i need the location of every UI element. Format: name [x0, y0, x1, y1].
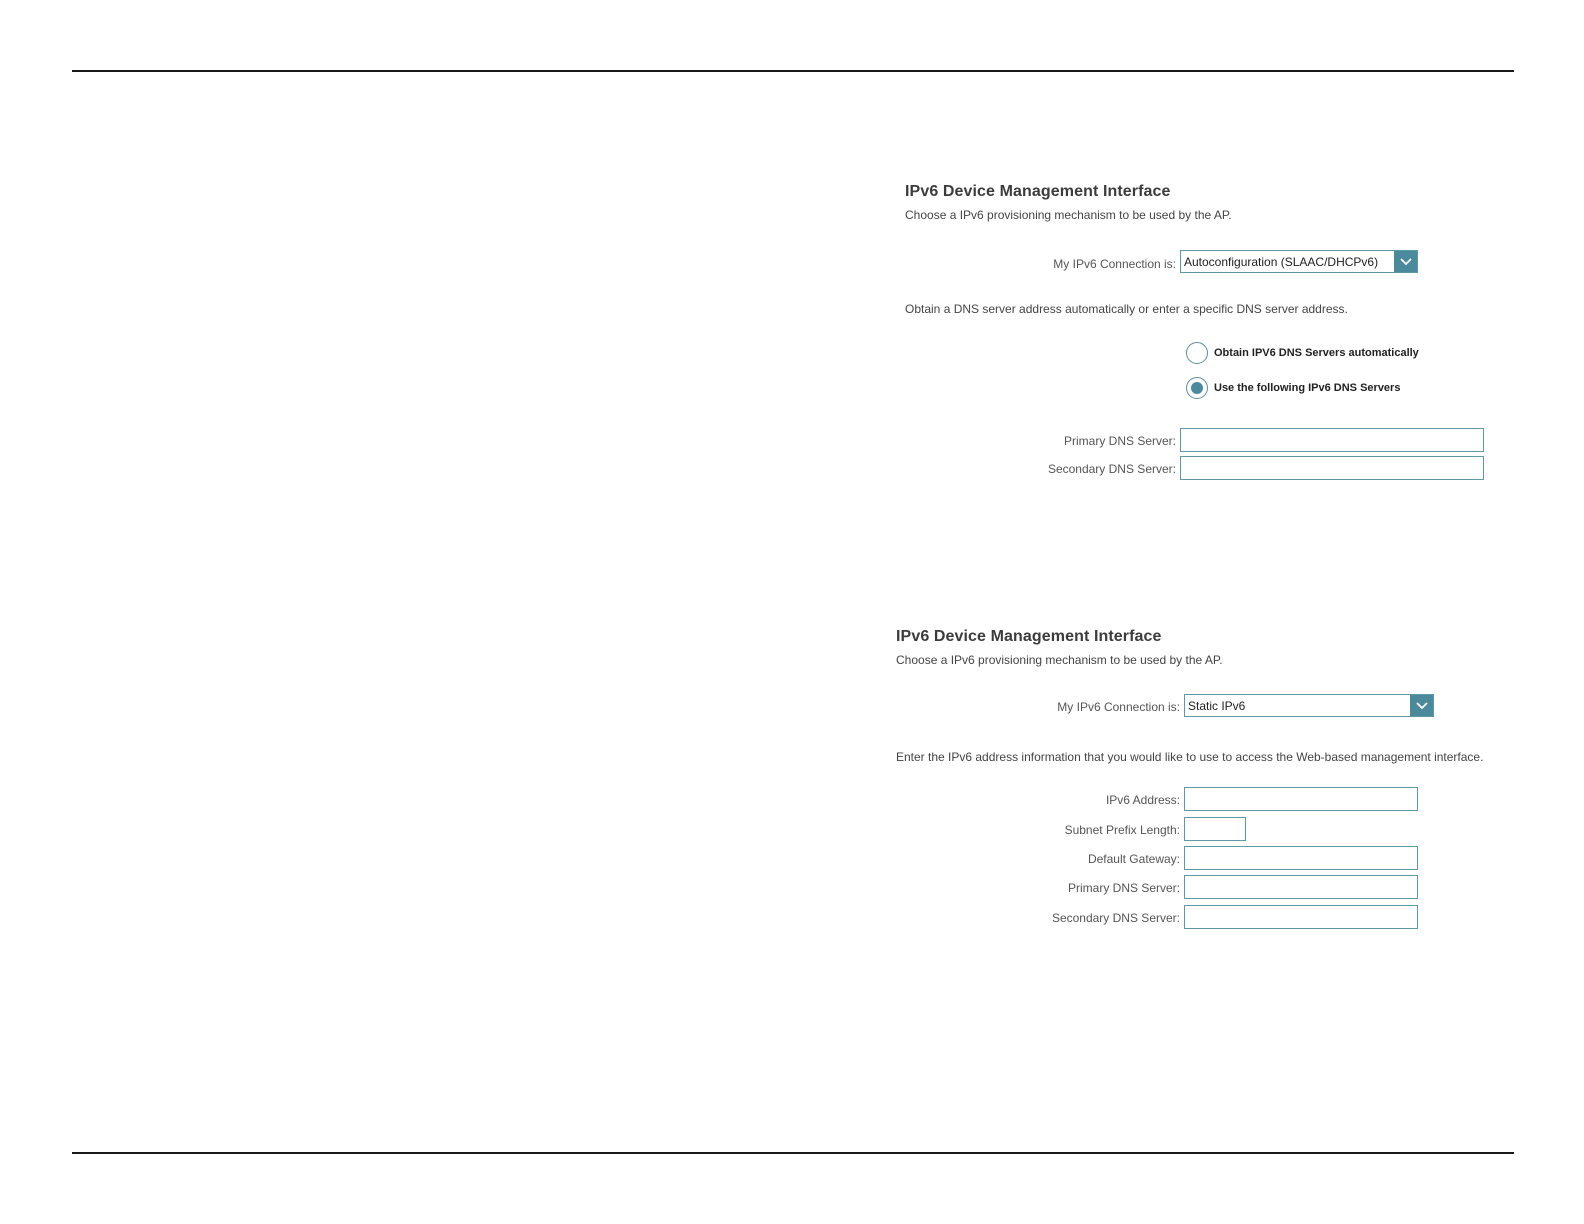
primary-dns-input[interactable]: [1180, 428, 1484, 452]
secondary-dns-label: Secondary DNS Server:: [1047, 462, 1176, 476]
connection-select-value: Autoconfiguration (SLAAC/DHCPv6): [1184, 254, 1379, 269]
chevron-down-icon[interactable]: [1394, 251, 1417, 272]
connection-label: My IPv6 Connection is:: [1057, 700, 1180, 714]
ipv6-address-input[interactable]: [1184, 787, 1418, 811]
ipv6-address-label: IPv6 Address:: [1105, 793, 1180, 807]
connection-select-value: Static IPv6: [1188, 698, 1246, 713]
radio-label: Use the following IPv6 DNS Servers: [1214, 382, 1401, 394]
primary-dns-label: Primary DNS Server:: [1067, 881, 1180, 895]
subnet-prefix-label: Subnet Prefix Length:: [1064, 823, 1180, 837]
connection-select[interactable]: [1180, 250, 1418, 273]
chevron-down-icon[interactable]: [1410, 695, 1433, 716]
radio-button[interactable]: [1186, 377, 1208, 399]
default-gateway-label: Default Gateway:: [1087, 852, 1180, 866]
bottom-rule: [72, 1152, 1514, 1154]
ipv6-panel-static: [896, 628, 1536, 667]
radio-button[interactable]: [1186, 342, 1208, 364]
secondary-dns-input[interactable]: [1180, 456, 1484, 480]
primary-dns-label: Primary DNS Server:: [1063, 434, 1176, 448]
address-description: Enter the IPv6 address information that you would like to use to access the Web-based management interface.: [896, 750, 1484, 764]
radio-label: Obtain IPV6 DNS Servers automatically: [1214, 347, 1419, 359]
panel-description: Choose a IPv6 provisioning mechanism to be used by the AP.: [905, 208, 1232, 222]
secondary-dns-input[interactable]: [1184, 905, 1418, 929]
connection-label: My IPv6 Connection is:: [1053, 257, 1176, 271]
primary-dns-input[interactable]: [1184, 875, 1418, 899]
panel-title: IPv6 Device Management Interface: [905, 183, 1171, 200]
radio-use-following-dns[interactable]: [1186, 377, 1400, 399]
dns-description: Obtain a DNS server address automatically or enter a specific DNS server address.: [905, 302, 1348, 316]
subnet-prefix-input[interactable]: [1184, 817, 1246, 841]
panel-title: IPv6 Device Management Interface: [896, 628, 1162, 645]
secondary-dns-label: Secondary DNS Server:: [1051, 911, 1180, 925]
ipv6-panel-autoconfig: [905, 183, 1505, 222]
panel-description: Choose a IPv6 provisioning mechanism to be used by the AP.: [896, 653, 1223, 667]
top-rule: [72, 70, 1514, 72]
default-gateway-input[interactable]: [1184, 846, 1418, 870]
radio-obtain-dns-auto[interactable]: [1186, 342, 1419, 364]
connection-select[interactable]: [1184, 694, 1434, 717]
